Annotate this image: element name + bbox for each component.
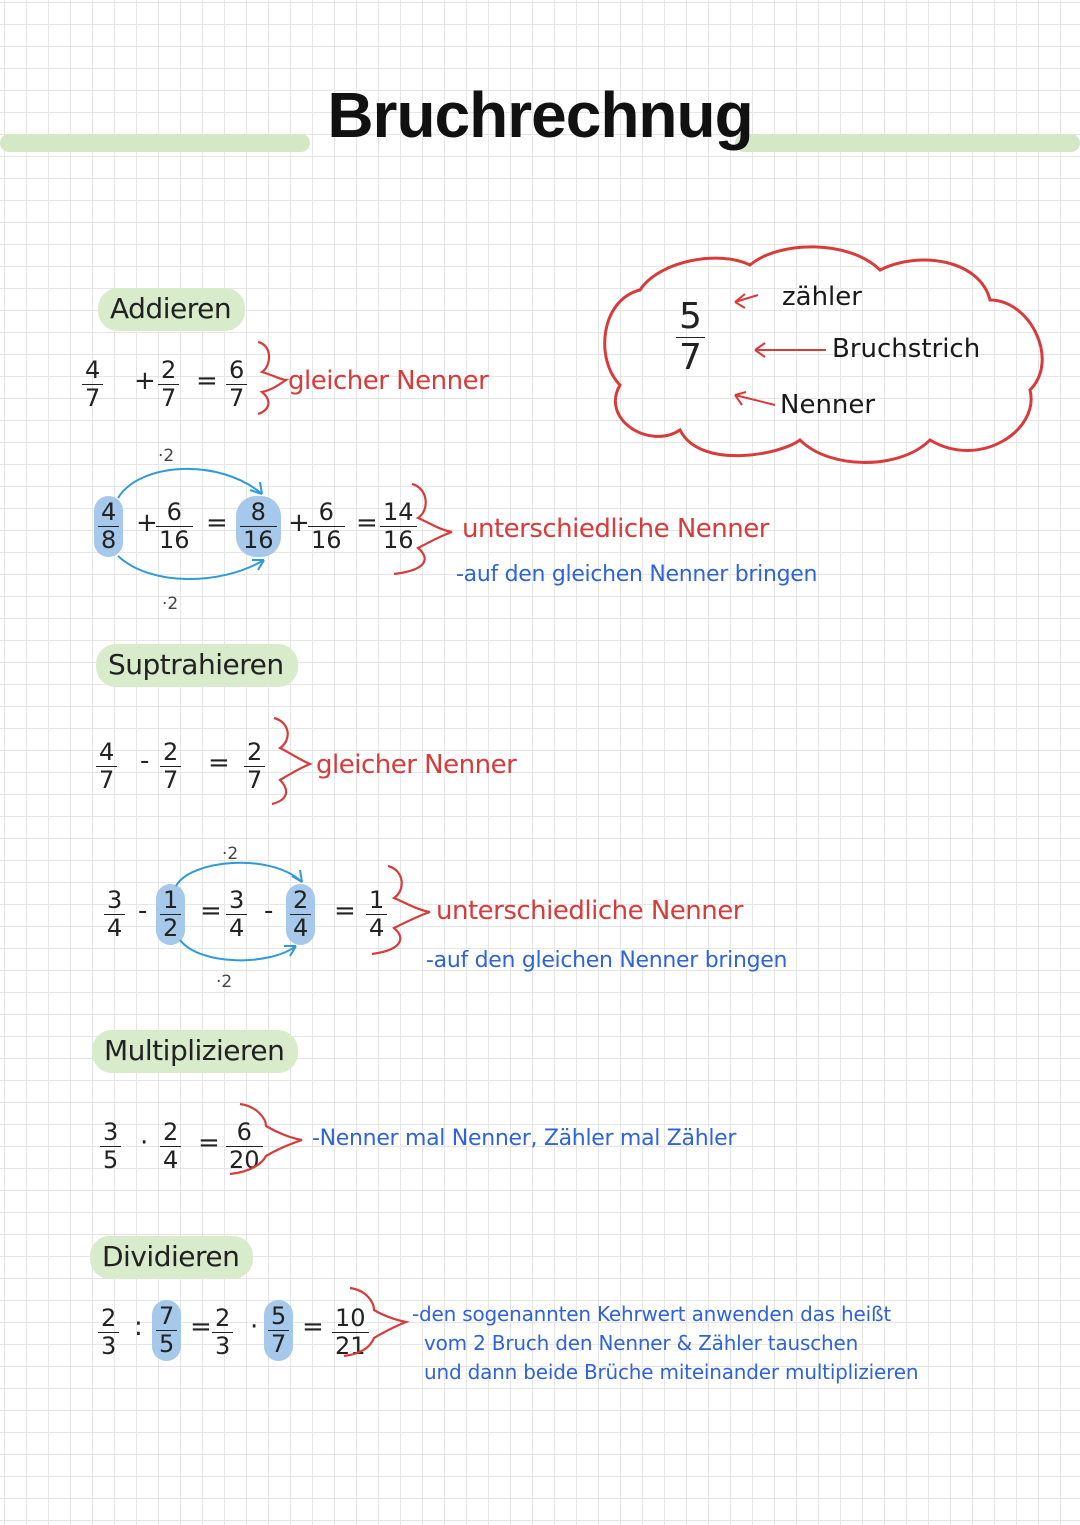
sub-eq2-note: unterschiedliche Nenner — [436, 896, 743, 926]
add-eq2-fraction-1: 4 8 — [94, 496, 123, 557]
add-eq2-operator-2: + — [288, 508, 310, 538]
sub-eq2-operator-1: - — [138, 896, 148, 926]
div-note-line-1: -den sogenannten Kehrwert anwenden das heißt — [412, 1302, 891, 1326]
mul-operator: · — [140, 1128, 149, 1158]
div-result: 10 21 — [332, 1306, 369, 1359]
add-eq2-factor-bottom: ·2 — [162, 594, 179, 614]
sub-eq2-equals-2: = — [334, 896, 356, 926]
add-eq2-equals-2: = — [356, 508, 378, 538]
sub-eq1-operator: - — [140, 746, 150, 776]
add-eq1-fraction-2: 2 7 — [158, 358, 179, 411]
div-operator-1: : — [134, 1312, 143, 1342]
div-fraction-2: 7 5 — [152, 1300, 181, 1361]
sub-eq1-result: 2 7 — [244, 740, 265, 793]
label-zaehler: zähler — [782, 282, 862, 312]
add-eq2-fraction-4: 6 16 — [308, 500, 345, 553]
sub-eq2-equals-1: = — [200, 896, 222, 926]
section-heading-dividieren: Dividieren — [90, 1236, 253, 1279]
add-eq2-operator-1: + — [136, 508, 158, 538]
section-heading-suptrahieren: Suptrahieren — [96, 644, 298, 687]
sub-eq1-equals: = — [208, 748, 230, 778]
div-equals-2: = — [302, 1312, 324, 1342]
page-title: Bruchrechnug — [327, 79, 753, 151]
sub-eq2-fraction-2: 1 2 — [156, 884, 185, 945]
section-heading-multiplizieren: Multiplizieren — [92, 1030, 298, 1073]
div-note — [412, 1300, 918, 1387]
mul-fraction-2: 2 4 — [160, 1120, 181, 1173]
div-note-line-2: vom 2 Bruch den Nenner & Zähler tauschen — [424, 1331, 859, 1355]
sub-eq2-fraction-3: 3 4 — [226, 888, 247, 941]
sub-eq2-fraction-1: 3 4 — [104, 888, 125, 941]
div-fraction-1: 2 3 — [98, 1306, 119, 1359]
div-fraction-3: 2 3 — [212, 1306, 233, 1359]
div-note-line-3: und dann beide Brüche miteinander multiplizieren — [424, 1360, 919, 1384]
legend-fraction: 5 7 — [676, 298, 705, 377]
add-eq2-equals-1: = — [206, 508, 228, 538]
add-eq2-note: unterschiedliche Nenner — [462, 514, 769, 544]
sub-eq2-fraction-4: 2 4 — [286, 884, 315, 945]
add-eq2-fraction-3: 8 16 — [236, 496, 281, 557]
add-eq2-factor-top: ·2 — [158, 446, 175, 466]
add-eq1-fraction-1: 4 7 — [82, 358, 103, 411]
label-bruchstrich: Bruchstrich — [832, 334, 981, 364]
add-eq2-fraction-2: 6 16 — [156, 500, 193, 553]
sub-eq2-factor-bottom: ·2 — [216, 972, 233, 992]
section-heading-addieren: Addieren — [98, 288, 245, 331]
mul-note: -Nenner mal Nenner, Zähler mal Zähler — [312, 1126, 737, 1151]
div-fraction-4: 5 7 — [264, 1300, 293, 1361]
sub-eq1-note: gleicher Nenner — [316, 750, 517, 780]
mul-result: 6 20 — [226, 1120, 263, 1173]
sub-eq1-fraction-1: 4 7 — [96, 740, 117, 793]
sub-eq2-subnote: -auf den gleichen Nenner bringen — [426, 948, 788, 973]
sub-eq2-operator-2: - — [264, 896, 274, 926]
mul-equals: = — [198, 1128, 220, 1158]
mul-fraction-1: 3 5 — [100, 1120, 121, 1173]
sub-eq2-result: 1 4 — [366, 888, 387, 941]
label-nenner: Nenner — [780, 390, 876, 420]
add-eq1-note: gleicher Nenner — [288, 366, 489, 396]
add-eq2-result: 14 16 — [380, 500, 417, 553]
add-eq1-result: 6 7 — [226, 358, 247, 411]
div-operator-2: · — [250, 1312, 259, 1342]
div-equals-1: = — [190, 1312, 212, 1342]
sub-eq1-fraction-2: 2 7 — [160, 740, 181, 793]
sub-eq2-factor-top: ·2 — [222, 844, 239, 864]
add-eq2-subnote: -auf den gleichen Nenner bringen — [456, 562, 818, 587]
add-eq1-equals: = — [196, 366, 218, 396]
add-eq1-operator: + — [134, 366, 156, 396]
